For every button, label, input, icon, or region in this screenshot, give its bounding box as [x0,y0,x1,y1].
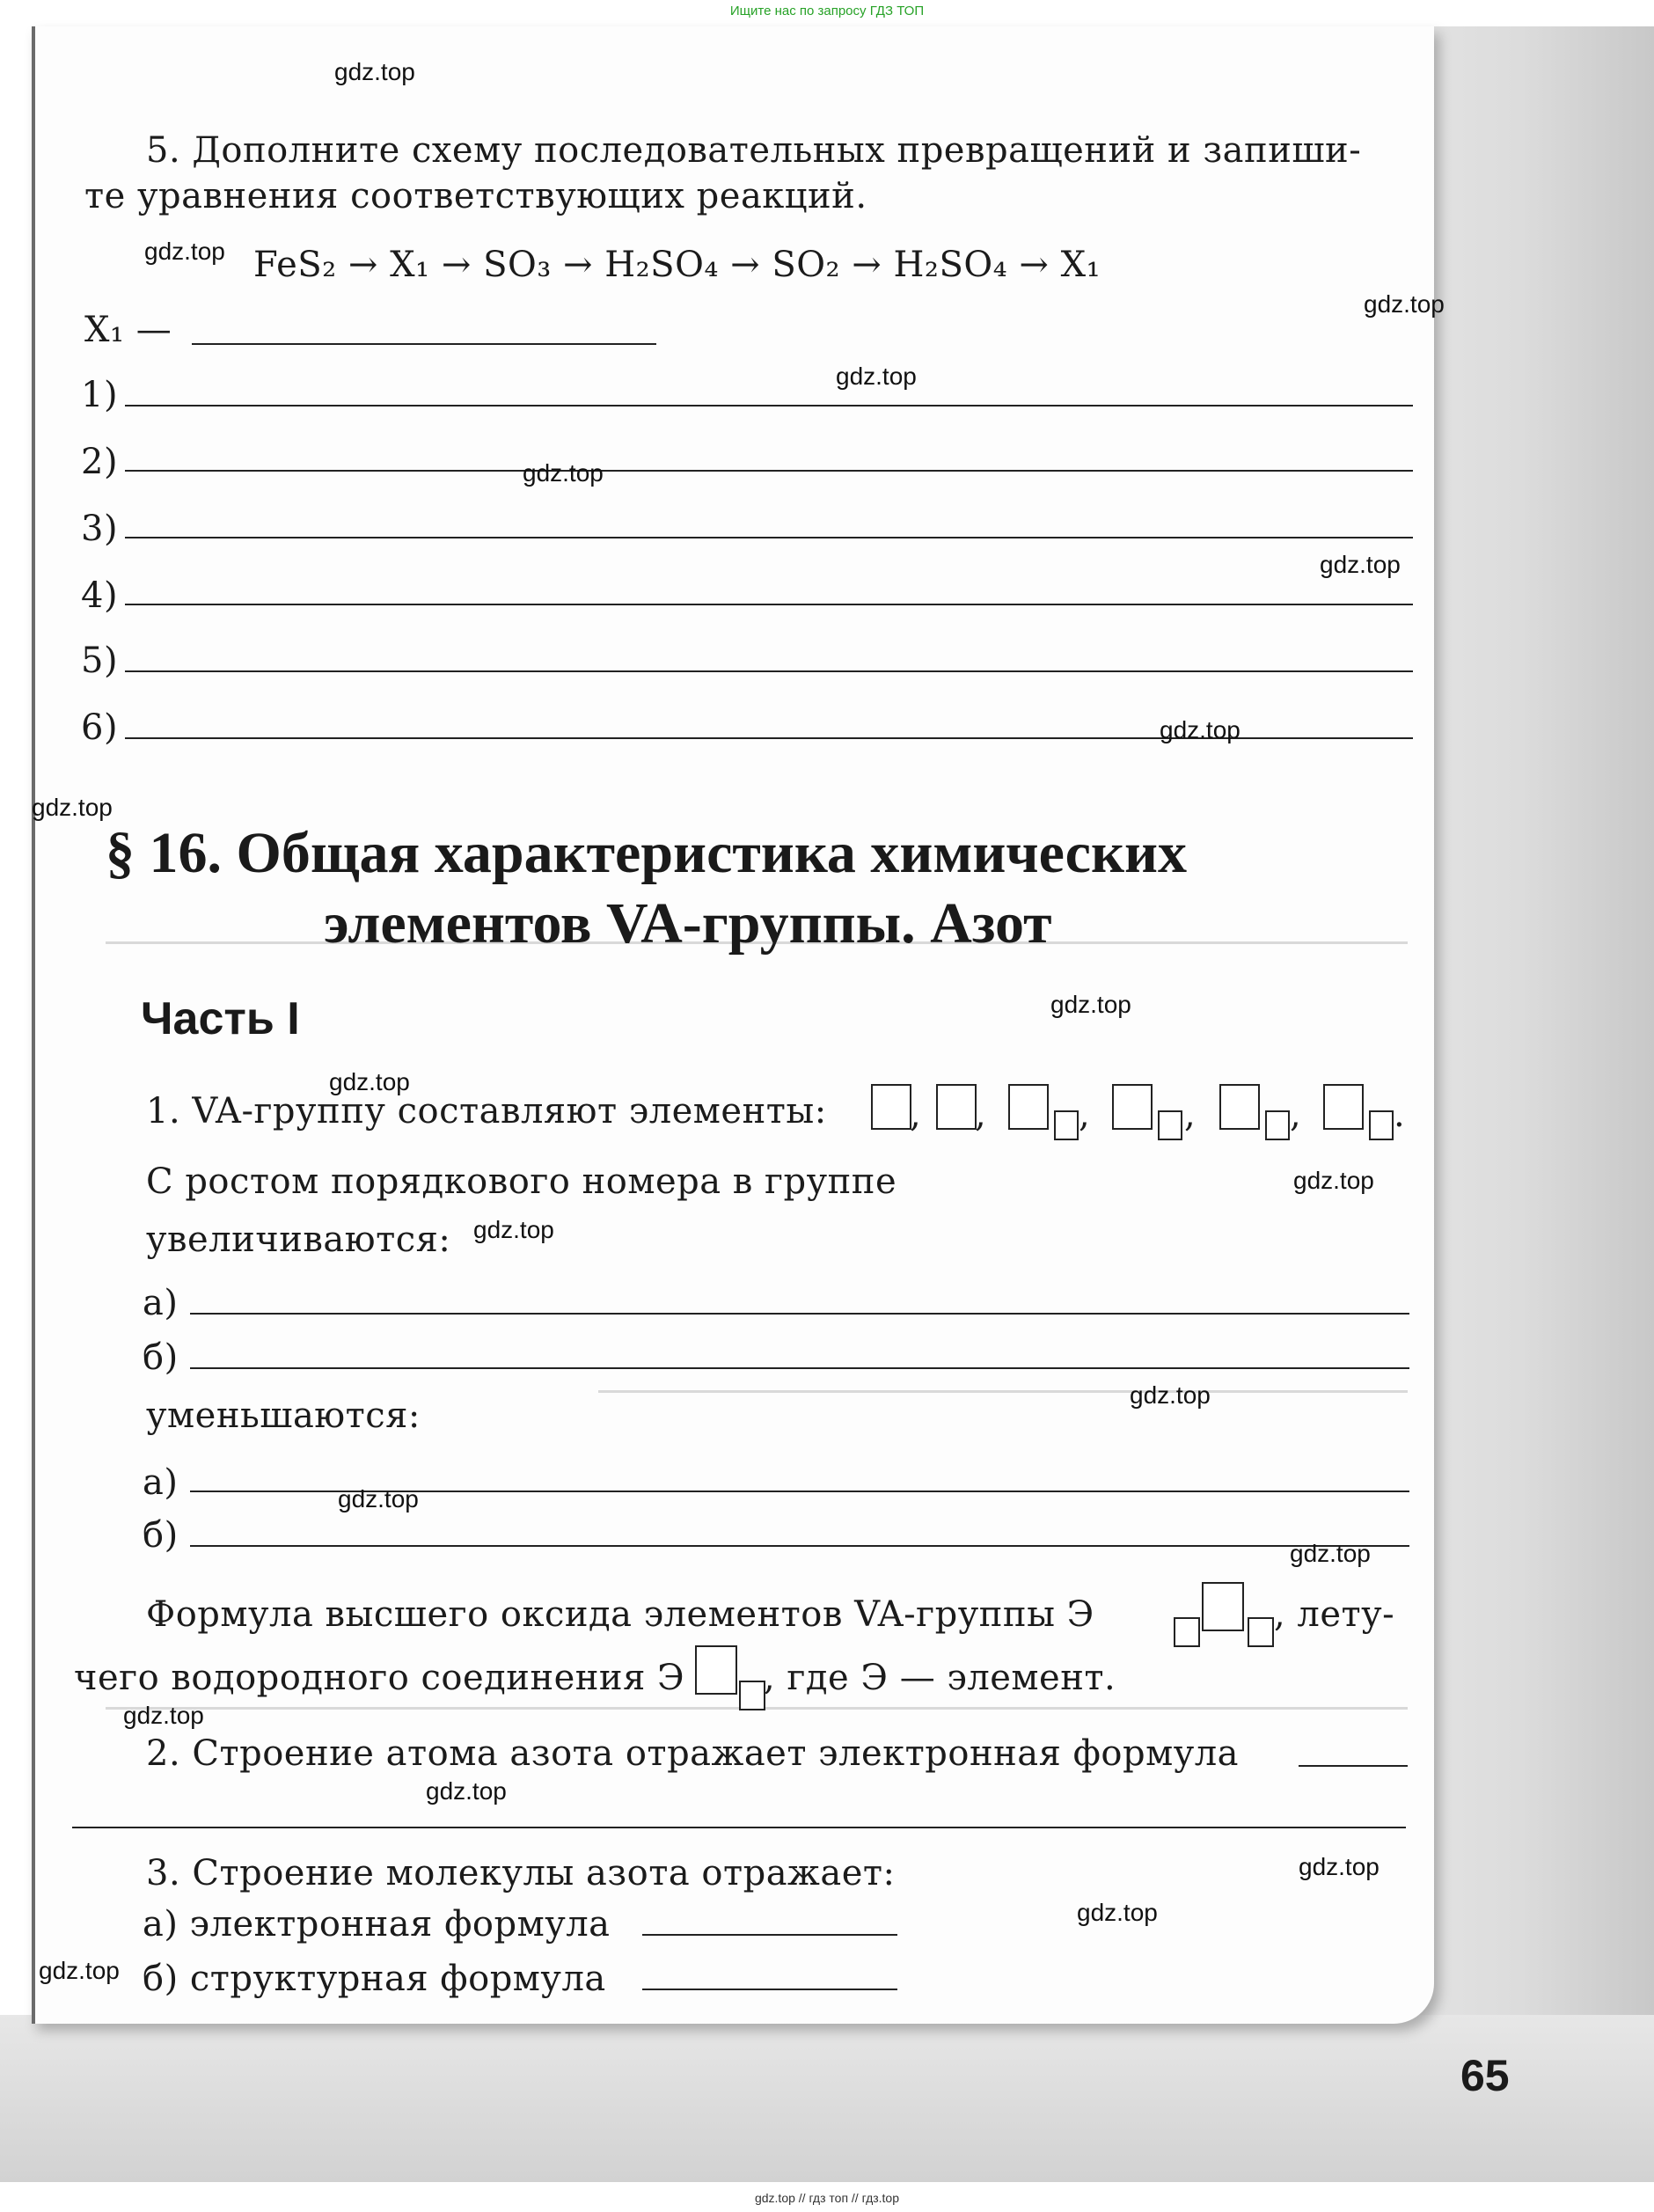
decrease-b-line[interactable] [190,1545,1409,1547]
element-box-1[interactable] [871,1084,911,1130]
section-title-line1: § 16. Общая характеристика химических [106,821,1188,885]
watermark: gdz.top [1050,991,1131,1018]
task5-scheme: FeS₂ → X₁ → SO₃ → H₂SO₄ → SO₂ → H₂SO₄ → X₁ [253,245,1101,285]
reaction-answer-line-3[interactable] [125,537,1413,538]
watermark: gdz.top [39,1957,120,1984]
task2-text: 2. Строение атома азота отражает электронная формула [146,1733,1239,1774]
increase-a-label: а) [143,1283,179,1323]
task1-text: 1. VA-группу составляют элементы: [146,1091,827,1132]
reaction-number-2: 2) [81,442,119,482]
task2-answer-line[interactable] [72,1827,1406,1828]
task3-text: 3. Строение молекулы азота отражает: [146,1853,896,1893]
task5-text-line1: 5. Дополните схему последовательных превращений и запиши- [146,130,1362,171]
task5-text-line2: те уравнения соответствующих реакций. [84,176,867,216]
watermark: gdz.top [144,238,225,265]
watermark: gdz.top [1293,1167,1374,1194]
task3-b-text: б) структурная формула [143,1959,606,1999]
watermark: gdz.top [338,1485,419,1513]
element-box-6[interactable] [1323,1084,1364,1130]
hydride-text: чего водородного соединения Э [74,1658,685,1698]
element-box-3-index[interactable] [1054,1110,1079,1140]
reaction-answer-line-2[interactable] [125,470,1413,472]
top-banner: Ищите нас по запросу ГДЗ ТОП [729,4,925,18]
reaction-number-3: 3) [81,509,119,549]
watermark: gdz.top [1077,1899,1158,1926]
task2-answer-line-end[interactable] [1299,1765,1408,1767]
watermark: gdz.top [123,1702,204,1729]
watermark: gdz.top [329,1068,410,1095]
bleed-line [598,1390,1408,1393]
oxide-index-2[interactable] [1248,1617,1274,1647]
watermark: gdz.top [836,363,917,390]
reaction-number-1: 1) [81,375,119,415]
watermark: gdz.top [1364,290,1445,318]
hydride-text-end: , где Э — элемент. [764,1658,1116,1698]
decrease-a-label: а) [143,1462,179,1503]
comma: , [910,1095,922,1135]
element-box-6-index[interactable] [1369,1110,1394,1140]
decrease-label: уменьшаются: [146,1395,421,1436]
hydride-element-box[interactable] [695,1645,737,1695]
increase-b-line[interactable] [190,1367,1409,1369]
part-title: Часть I [141,993,300,1044]
element-box-4[interactable] [1112,1084,1153,1130]
oxide-element-box[interactable] [1202,1582,1244,1631]
watermark: gdz.top [1160,716,1240,743]
oxide-index-1[interactable] [1174,1617,1200,1647]
section-title-line2: элементов VA-группы. Азот [324,891,1052,956]
page-number: 65 [1460,2051,1510,2100]
hydride-index[interactable] [739,1681,765,1710]
watermark: gdz.top [523,459,604,487]
bottom-banner: gdz.top // гдз топ // гдз.top [754,2191,900,2205]
watermark: gdz.top [32,794,113,821]
decrease-b-label: б) [143,1515,179,1556]
element-box-5[interactable] [1219,1084,1260,1130]
watermark: gdz.top [426,1777,507,1805]
increase-b-label: б) [143,1337,179,1378]
reaction-number-4: 4) [81,575,119,616]
reaction-number-6: 6) [81,707,119,748]
period: . [1394,1095,1406,1135]
watermark: gdz.top [1299,1853,1380,1880]
x1-label: X₁ — [84,310,172,350]
reaction-answer-line-1[interactable] [125,405,1413,407]
element-box-3[interactable] [1008,1084,1049,1130]
element-box-5-index[interactable] [1265,1110,1290,1140]
reaction-answer-line-4[interactable] [125,604,1413,605]
watermark: gdz.top [1290,1540,1371,1567]
oxide-text-end: , лету- [1274,1594,1395,1635]
growth-text: С ростом порядкового номера в группе [146,1161,897,1202]
x1-answer-line[interactable] [192,343,656,345]
task3-a-text: а) электронная формула [143,1904,611,1945]
oxide-text: Формула высшего оксида элементов VA-группы Э [146,1594,1094,1635]
watermark: gdz.top [1320,551,1401,578]
watermark: gdz.top [1130,1381,1211,1409]
reaction-answer-line-5[interactable] [125,670,1413,672]
comma: , [975,1095,987,1135]
element-box-4-index[interactable] [1158,1110,1182,1140]
comma: , [1184,1095,1197,1135]
comma: , [1290,1095,1302,1135]
task3-a-line[interactable] [642,1934,897,1936]
increase-label: увеличиваются: [146,1220,451,1260]
watermark: gdz.top [473,1216,554,1243]
task3-b-line[interactable] [642,1989,897,1990]
page-edge-shadow [0,2015,1654,2182]
element-box-2[interactable] [936,1084,977,1130]
comma: , [1079,1095,1091,1135]
watermark: gdz.top [334,58,415,85]
reaction-number-5: 5) [81,641,119,681]
increase-a-line[interactable] [190,1313,1409,1315]
